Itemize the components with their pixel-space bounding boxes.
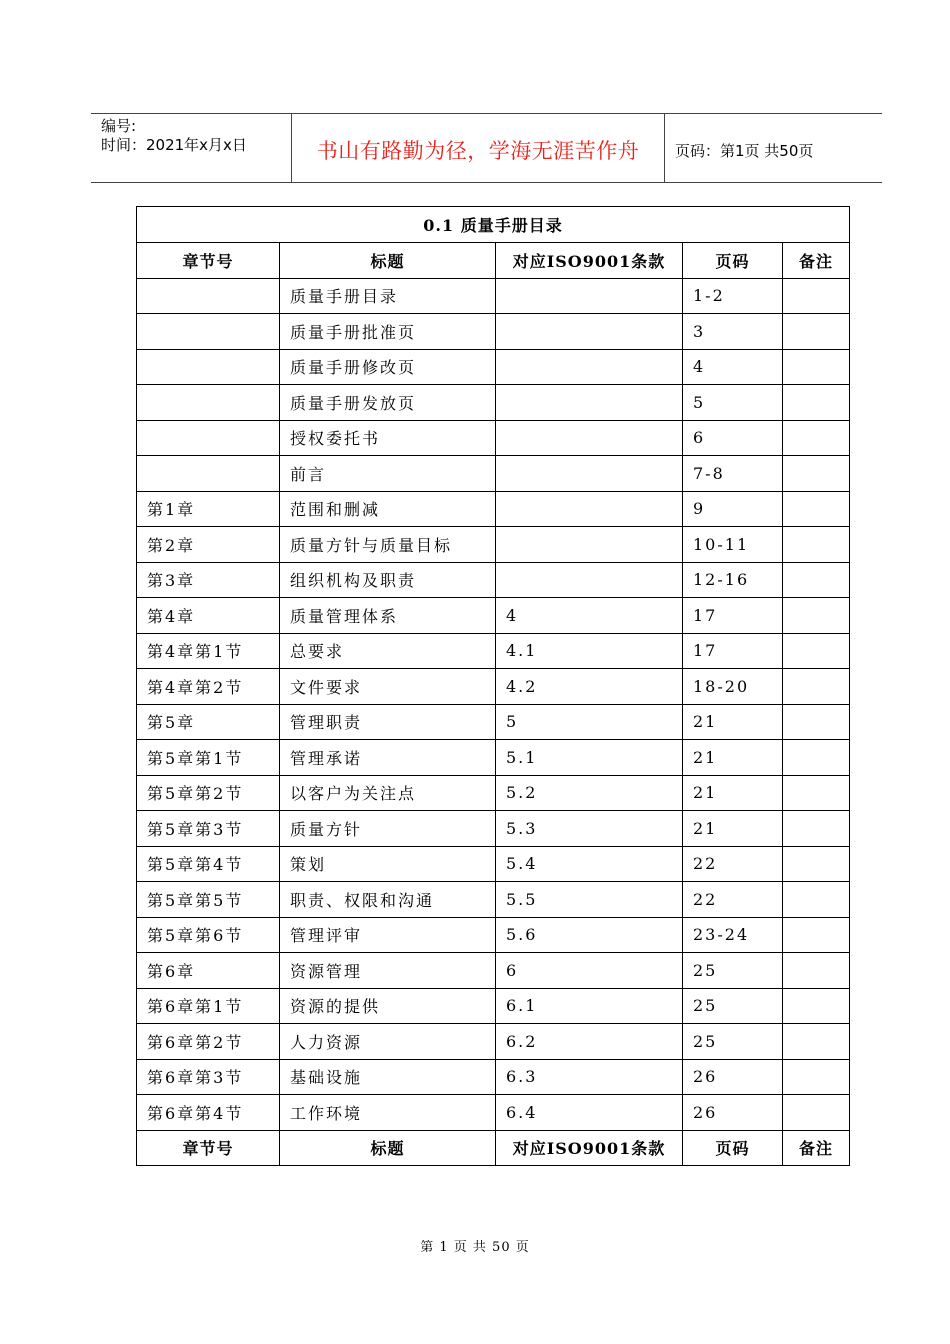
table-row (137, 811, 850, 847)
cell-clause: 4 (496, 598, 683, 634)
cell-title: 范围和删减 (280, 491, 496, 527)
cell-chapter: 第4章 (137, 598, 280, 634)
footer-column-header: 备注 (783, 1130, 850, 1166)
table-row (137, 349, 850, 385)
cell-page: 4 (683, 349, 783, 385)
column-header-chapter: 章节号 (137, 243, 280, 279)
table-row (137, 527, 850, 563)
footer-column-header: 对应ISO9001条款 (496, 1130, 683, 1166)
cell-clause (496, 527, 683, 563)
cell-clause: 5.4 (496, 846, 683, 882)
cell-chapter: 第5章第2节 (137, 775, 280, 811)
table-row (137, 882, 850, 918)
cell-chapter: 第4章第1节 (137, 633, 280, 669)
cell-page: 17 (683, 598, 783, 634)
cell-remark (783, 917, 850, 953)
cell-chapter: 第3章 (137, 562, 280, 598)
cell-title: 基础设施 (280, 1059, 496, 1095)
cell-remark (783, 420, 850, 456)
column-header-page: 页码 (683, 243, 783, 279)
table-row (137, 598, 850, 634)
cell-title: 质量方针与质量目标 (280, 527, 496, 563)
cell-clause: 5.5 (496, 882, 683, 918)
cell-title: 工作环境 (280, 1095, 496, 1131)
cell-page: 25 (683, 953, 783, 989)
table-row (137, 314, 850, 350)
cell-clause (496, 278, 683, 314)
cell-clause (496, 491, 683, 527)
cell-chapter (137, 420, 280, 456)
cell-title: 前言 (280, 456, 496, 492)
cell-title: 总要求 (280, 633, 496, 669)
cell-remark (783, 598, 850, 634)
cell-title: 以客户为关注点 (280, 775, 496, 811)
column-header-title: 标题 (280, 243, 496, 279)
cell-title: 组织机构及职责 (280, 562, 496, 598)
toc-body (137, 207, 850, 1166)
cell-remark (783, 491, 850, 527)
table-row (137, 775, 850, 811)
cell-remark (783, 811, 850, 847)
header-page-info: 页码：第1页 共50页 (675, 141, 814, 160)
cell-chapter: 第6章第2节 (137, 1024, 280, 1060)
cell-chapter (137, 456, 280, 492)
cell-clause: 5 (496, 704, 683, 740)
cell-remark (783, 775, 850, 811)
cell-page: 22 (683, 882, 783, 918)
cell-page: 21 (683, 704, 783, 740)
page-header (91, 113, 882, 183)
cell-page: 22 (683, 846, 783, 882)
cell-title: 授权委托书 (280, 420, 496, 456)
cell-chapter: 第5章第1节 (137, 740, 280, 776)
cell-remark (783, 704, 850, 740)
cell-clause (496, 420, 683, 456)
cell-title: 资源的提供 (280, 988, 496, 1024)
cell-clause: 6.1 (496, 988, 683, 1024)
cell-title: 资源管理 (280, 953, 496, 989)
table-row (137, 669, 850, 705)
document-number-label: 编号: (101, 117, 137, 135)
toc-title-row (137, 207, 850, 243)
footer-column-header: 章节号 (137, 1130, 280, 1166)
cell-clause: 6.2 (496, 1024, 683, 1060)
cell-page: 6 (683, 420, 783, 456)
cell-page: 17 (683, 633, 783, 669)
cell-title: 策划 (280, 846, 496, 882)
footer-column-header: 标题 (280, 1130, 496, 1166)
cell-remark (783, 953, 850, 989)
column-header-remark: 备注 (783, 243, 850, 279)
cell-page: 5 (683, 385, 783, 421)
cell-clause (496, 456, 683, 492)
table-row (137, 740, 850, 776)
cell-title: 质量管理体系 (280, 598, 496, 634)
header-meta (91, 114, 292, 182)
table-row (137, 988, 850, 1024)
cell-chapter (137, 278, 280, 314)
table-row (137, 917, 850, 953)
cell-remark (783, 1024, 850, 1060)
table-row (137, 562, 850, 598)
cell-page: 18-20 (683, 669, 783, 705)
cell-clause (496, 385, 683, 421)
table-row (137, 1024, 850, 1060)
cell-remark (783, 562, 850, 598)
cell-clause: 5.2 (496, 775, 683, 811)
cell-clause: 5.3 (496, 811, 683, 847)
cell-clause (496, 349, 683, 385)
cell-page: 12-16 (683, 562, 783, 598)
toc-footer-header-row (137, 1130, 850, 1166)
cell-remark (783, 278, 850, 314)
table-row (137, 953, 850, 989)
toc-title: 0.1 质量手册目录 (137, 207, 850, 243)
cell-remark (783, 633, 850, 669)
cell-remark (783, 385, 850, 421)
cell-remark (783, 740, 850, 776)
table-row (137, 1059, 850, 1095)
cell-page: 3 (683, 314, 783, 350)
header-motto: 书山有路勤为径，学海无涯苦作舟 (292, 114, 665, 182)
page-footer: 第 1 页 共 50 页 (420, 1240, 530, 1255)
cell-remark (783, 882, 850, 918)
cell-chapter: 第6章第4节 (137, 1095, 280, 1131)
cell-clause: 6.3 (496, 1059, 683, 1095)
cell-chapter: 第5章第4节 (137, 846, 280, 882)
cell-remark (783, 527, 850, 563)
cell-title: 管理承诺 (280, 740, 496, 776)
cell-title: 质量手册修改页 (280, 349, 496, 385)
table-row (137, 491, 850, 527)
cell-title: 人力资源 (280, 1024, 496, 1060)
cell-chapter: 第5章第5节 (137, 882, 280, 918)
toc-table (136, 206, 850, 1166)
cell-chapter (137, 385, 280, 421)
cell-chapter: 第2章 (137, 527, 280, 563)
cell-page: 23-24 (683, 917, 783, 953)
table-row (137, 420, 850, 456)
cell-remark (783, 1059, 850, 1095)
cell-clause: 6.4 (496, 1095, 683, 1131)
cell-page: 26 (683, 1059, 783, 1095)
cell-chapter: 第5章第3节 (137, 811, 280, 847)
column-header-clause: 对应ISO9001条款 (496, 243, 683, 279)
cell-clause: 4.2 (496, 669, 683, 705)
document-time: 时间：2021年x月x日 (101, 136, 247, 154)
cell-page: 25 (683, 988, 783, 1024)
cell-page: 21 (683, 811, 783, 847)
table-row (137, 846, 850, 882)
cell-clause (496, 562, 683, 598)
cell-chapter: 第4章第2节 (137, 669, 280, 705)
cell-title: 管理评审 (280, 917, 496, 953)
cell-title: 文件要求 (280, 669, 496, 705)
cell-page: 7-8 (683, 456, 783, 492)
toc-header-row (137, 243, 850, 279)
cell-remark (783, 846, 850, 882)
cell-chapter (137, 314, 280, 350)
cell-title: 质量手册发放页 (280, 385, 496, 421)
cell-clause: 6 (496, 953, 683, 989)
footer-column-header: 页码 (683, 1130, 783, 1166)
table-row (137, 633, 850, 669)
cell-page: 26 (683, 1095, 783, 1131)
cell-remark (783, 1095, 850, 1131)
cell-title: 质量手册批准页 (280, 314, 496, 350)
cell-remark (783, 349, 850, 385)
cell-chapter (137, 349, 280, 385)
table-row (137, 385, 850, 421)
cell-remark (783, 456, 850, 492)
cell-chapter: 第1章 (137, 491, 280, 527)
table-row (137, 456, 850, 492)
cell-remark (783, 988, 850, 1024)
cell-remark (783, 314, 850, 350)
cell-chapter: 第5章第6节 (137, 917, 280, 953)
cell-title: 质量手册目录 (280, 278, 496, 314)
table-row (137, 704, 850, 740)
cell-page: 25 (683, 1024, 783, 1060)
cell-clause: 5.6 (496, 917, 683, 953)
cell-clause: 5.1 (496, 740, 683, 776)
cell-page: 9 (683, 491, 783, 527)
cell-clause (496, 314, 683, 350)
cell-title: 管理职责 (280, 704, 496, 740)
cell-page: 1-2 (683, 278, 783, 314)
cell-remark (783, 669, 850, 705)
cell-page: 21 (683, 740, 783, 776)
table-row (137, 278, 850, 314)
cell-chapter: 第6章第1节 (137, 988, 280, 1024)
cell-title: 职责、权限和沟通 (280, 882, 496, 918)
cell-page: 10-11 (683, 527, 783, 563)
cell-chapter: 第6章 (137, 953, 280, 989)
cell-title: 质量方针 (280, 811, 496, 847)
table-row (137, 1095, 850, 1131)
cell-chapter: 第5章 (137, 704, 280, 740)
cell-page: 21 (683, 775, 783, 811)
cell-chapter: 第6章第3节 (137, 1059, 280, 1095)
cell-clause: 4.1 (496, 633, 683, 669)
